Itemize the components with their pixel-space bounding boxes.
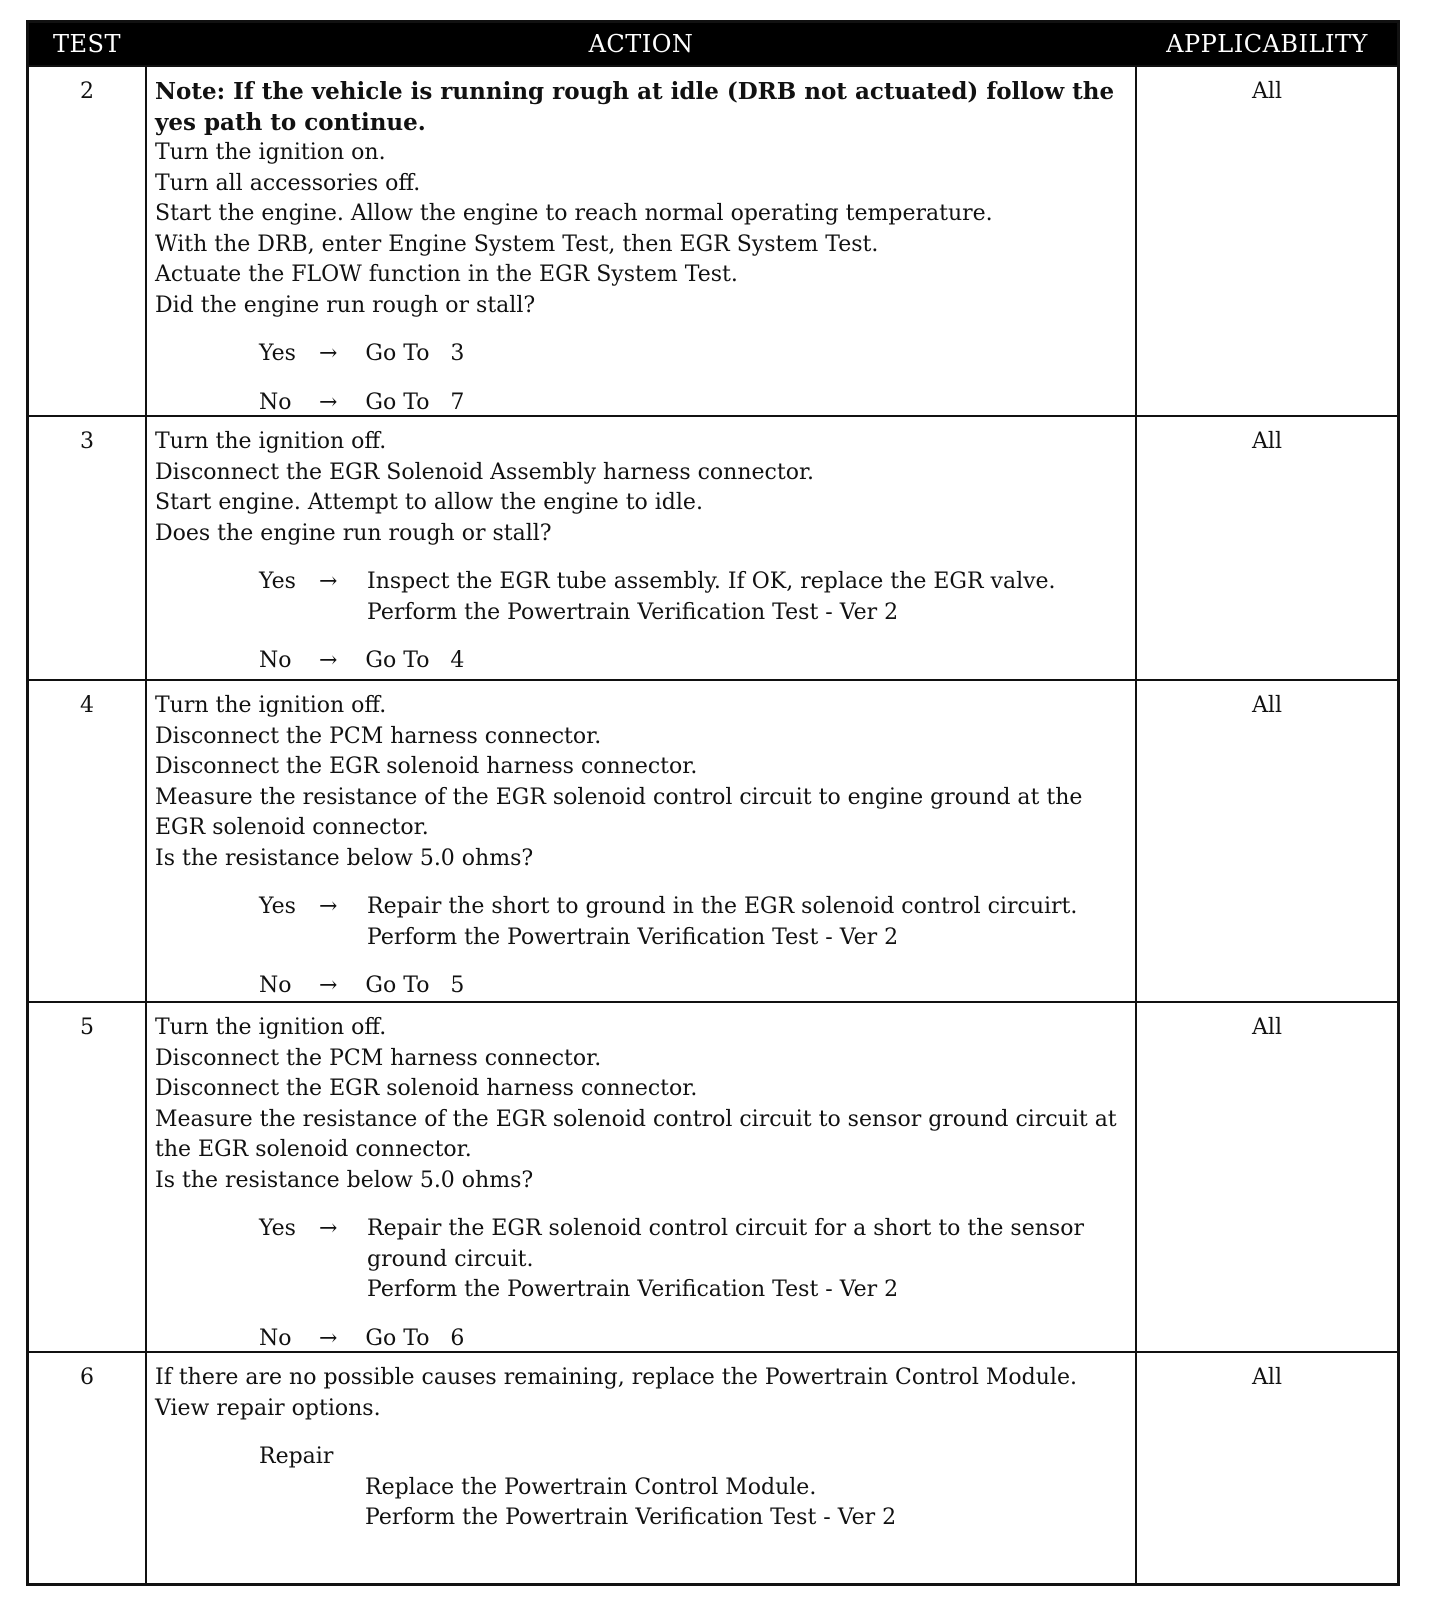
test-number: 4 <box>80 693 94 718</box>
table-row <box>29 415 1397 679</box>
yes-result: Perform the Powertrain Verification Test - Ver 2 <box>367 599 899 625</box>
yes-result: Go To 3 <box>365 341 465 366</box>
yes-branch <box>155 1214 1125 1306</box>
yes-result: Perform the Powertrain Verification Test - Ver 2 <box>367 924 899 950</box>
no-branch <box>155 1324 1125 1355</box>
action-line: Is the resistance below 5.0 ohms? <box>155 845 534 871</box>
action-line: With the DRB, enter Engine System Test, then EGR System Test. <box>155 231 879 257</box>
header-test: TEST <box>53 30 121 58</box>
applicability-value: All <box>1252 693 1282 718</box>
no-label: No <box>259 389 292 415</box>
action-line: Turn all accessories off. <box>155 170 421 196</box>
action-line: Turn the ignition on. <box>155 140 386 165</box>
action-line: Does the engine run rough or stall? <box>155 520 552 546</box>
action-line: Is the resistance below 5.0 ohms? <box>155 1167 534 1193</box>
action-line: Start the engine. Allow the engine to reach normal operating temperature. <box>155 201 993 226</box>
no-result: Go To 7 <box>365 389 465 415</box>
yes-label: Yes <box>259 894 296 919</box>
no-label: No <box>259 1325 292 1351</box>
no-label: No <box>259 973 292 998</box>
action-cell <box>145 417 1137 687</box>
yes-branch <box>155 567 1125 628</box>
action-line: If there are no possible causes remaining, replace the Powertrain Control Module. <box>155 1365 1077 1390</box>
applicability-value: All <box>1252 1365 1282 1390</box>
no-result: Go To 6 <box>365 1325 465 1351</box>
applicability-value: All <box>1252 429 1282 454</box>
action-line: Measure the resistance of the EGR solenoid control circuit to sensor ground circuit at <box>155 1106 1117 1132</box>
action-line: EGR solenoid connector. <box>155 815 429 840</box>
yes-result: Perform the Powertrain Verification Test - Ver 2 <box>367 1277 899 1302</box>
arrow-icon: → <box>319 894 338 919</box>
test-number: 5 <box>80 1015 94 1040</box>
action-cell <box>145 1003 1137 1364</box>
table-row <box>29 1351 1397 1583</box>
arrow-icon: → <box>319 389 338 415</box>
table-row <box>29 679 1397 1001</box>
yes-label: Yes <box>259 569 296 594</box>
action-line: Start engine. Attempt to allow the engine to idle. <box>155 490 703 515</box>
action-line: Measure the resistance of the EGR solenoid control circuit to engine ground at the <box>155 784 1083 810</box>
yes-branch <box>155 339 1125 370</box>
applicability-value: All <box>1252 79 1282 104</box>
no-label: No <box>259 648 292 673</box>
test-number: 2 <box>80 79 94 104</box>
no-branch <box>155 971 1125 1002</box>
repair-line: Replace the Powertrain Control Module. <box>365 1474 817 1500</box>
diagnostic-table <box>26 20 1400 1586</box>
action-line: Disconnect the PCM harness connector. <box>155 723 602 749</box>
action-cell <box>145 681 1137 1012</box>
table-header <box>29 23 1397 65</box>
header-applicability: APPLICABILITY <box>1166 30 1368 58</box>
arrow-icon: → <box>319 569 338 594</box>
arrow-icon: → <box>319 341 338 366</box>
action-line: Turn the ignition off. <box>155 1015 387 1040</box>
arrow-icon: → <box>319 648 338 673</box>
no-branch <box>155 388 1125 419</box>
no-branch <box>155 646 1125 677</box>
yes-label: Yes <box>259 1216 296 1241</box>
yes-label: Yes <box>259 341 296 366</box>
action-line: Did the engine run rough or stall? <box>155 292 536 318</box>
action-line: View repair options. <box>155 1395 381 1421</box>
repair-line: Perform the Powertrain Verification Test - Ver 2 <box>365 1505 897 1530</box>
test-number: 6 <box>80 1365 94 1390</box>
action-cell <box>145 1353 1137 1583</box>
arrow-icon: → <box>319 1325 338 1351</box>
action-line: Disconnect the EGR solenoid harness connector. <box>155 1076 698 1101</box>
yes-result: Repair the EGR solenoid control circuit for a short to the sensor <box>367 1216 1084 1241</box>
yes-result: ground circuit. <box>367 1246 534 1272</box>
arrow-icon: → <box>319 973 338 998</box>
action-line: Disconnect the EGR solenoid harness connector. <box>155 754 698 779</box>
applicability-value: All <box>1252 1015 1282 1040</box>
yes-branch <box>155 892 1125 953</box>
no-result: Go To 5 <box>365 973 465 998</box>
test-number: 3 <box>80 429 94 454</box>
header-action: ACTION <box>588 30 694 58</box>
action-line: Disconnect the EGR Solenoid Assembly harness connector. <box>155 459 815 485</box>
table-row <box>29 1001 1397 1351</box>
action-line: the EGR solenoid connector. <box>155 1137 472 1162</box>
action-line: Turn the ignition off. <box>155 693 387 718</box>
repair-label: Repair <box>259 1444 334 1469</box>
action-line: Disconnect the PCM harness connector. <box>155 1045 602 1071</box>
arrow-icon: → <box>319 1216 338 1241</box>
action-line: Turn the ignition off. <box>155 429 387 454</box>
yes-result: Inspect the EGR tube assembly. If OK, replace the EGR valve. <box>367 569 1056 594</box>
note-text: Note: If the vehicle is running rough at idle (DRB not actuated) follow the yes path to continue. <box>155 78 1115 136</box>
no-result: Go To 4 <box>365 648 465 673</box>
action-line: Actuate the FLOW function in the EGR System Test. <box>155 262 738 287</box>
action-cell <box>145 67 1137 428</box>
table-row <box>29 65 1397 415</box>
yes-result: Repair the short to ground in the EGR solenoid control circuirt. <box>367 894 1078 919</box>
